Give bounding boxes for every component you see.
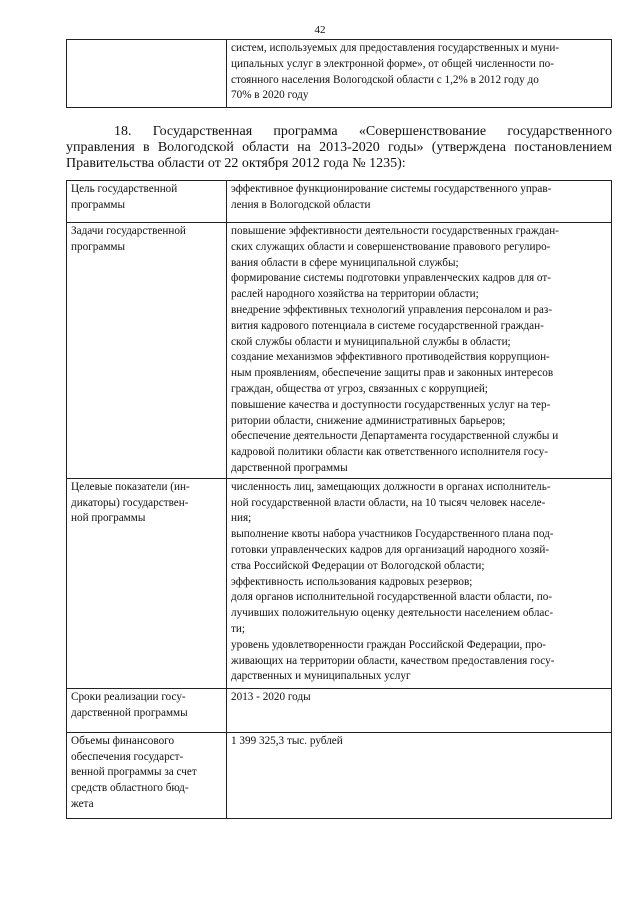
row-label: Объемы финансового обеспечения государст- венной программы за счет средств областного бюд- жета [67,732,227,818]
row-value: повышение эффективности деятельности государственных граждан- ских служащих области и совершенствование правового регулиро- вания области в сфере муниципальной службы; формирование системы подготовки управленческих кадров для от- раслей народного хозяйства на территории области; внедрение эффективных технологий управления персоналом и раз- вития кадрового потенциала в системе государственной граждан- ской службы области и муниципальной службы в области; создание механизмов эффективного противодействия коррупцион- ным проявлениям, обеспечение защиты прав и законных интересов граждан, общества от угроз, связанных с коррупцией; повышение качества и доступности государственных услуг на тер- ритории области, снижение административных барьеров; обеспечение деятельности Департамента государственной службы и кадровой политики области как ответственного исполнителя госу- дарственной программы [227,223,612,479]
section-heading: 18. Государственная программа «Совершенствование государственного управления в Вологодской области на 2013-2020 годы» (утверждена постановлением Правительства области от 22 октября 2012 года № 1235): [66,124,612,171]
row-value: 1 399 325,3 тыс. рублей [227,732,612,818]
table-row [67,223,612,479]
row-label: Задачи государственной программы [67,223,227,479]
table-row [67,181,612,223]
row-label: Сроки реализации госу- дарственной программы [67,688,227,732]
empty-cell [67,40,227,108]
table-row [67,688,612,732]
table-row [67,478,612,688]
row-value: 2013 - 2020 годы [227,688,612,732]
row-value: эффективное функционирование системы государственного управ- ления в Вологодской области [227,181,612,223]
row-label: Целевые показатели (ин- дикаторы) государствен- ной программы [67,478,227,688]
row-label: Цель государственной программы [67,181,227,223]
row-value: численность лиц, замещающих должности в органах исполнитель- ной государственной власти области, на 10 тысяч человек населе- ния; выполнение квоты набора участников Государственного плана под- готовки управленческих кадров для организаций народного хозяй- ства Российской Федерации от Вологодской области; эффективность использования кадровых резервов; доля органов исполнительной государственной власти области, по- лучивших положительную оценку деятельности населением облас- ти; уровень удовлетворенности граждан Российской Федерации, про- живающих на территории области, качеством предоставления госу- дарственных и муниципальных услуг [227,478,612,688]
continuation-cell: систем, используемых для предоставления государственных и муни- ципальных услуг в электронной форме», от общей численности по- стоянного населения Вологодской области с 1,2% в 2012 году до 70% в 2020 году [227,40,612,108]
program-passport-table [66,180,612,819]
page-number: 42 [314,24,326,36]
table-row [67,40,612,108]
table-row [67,732,612,818]
continuation-table [66,39,612,108]
